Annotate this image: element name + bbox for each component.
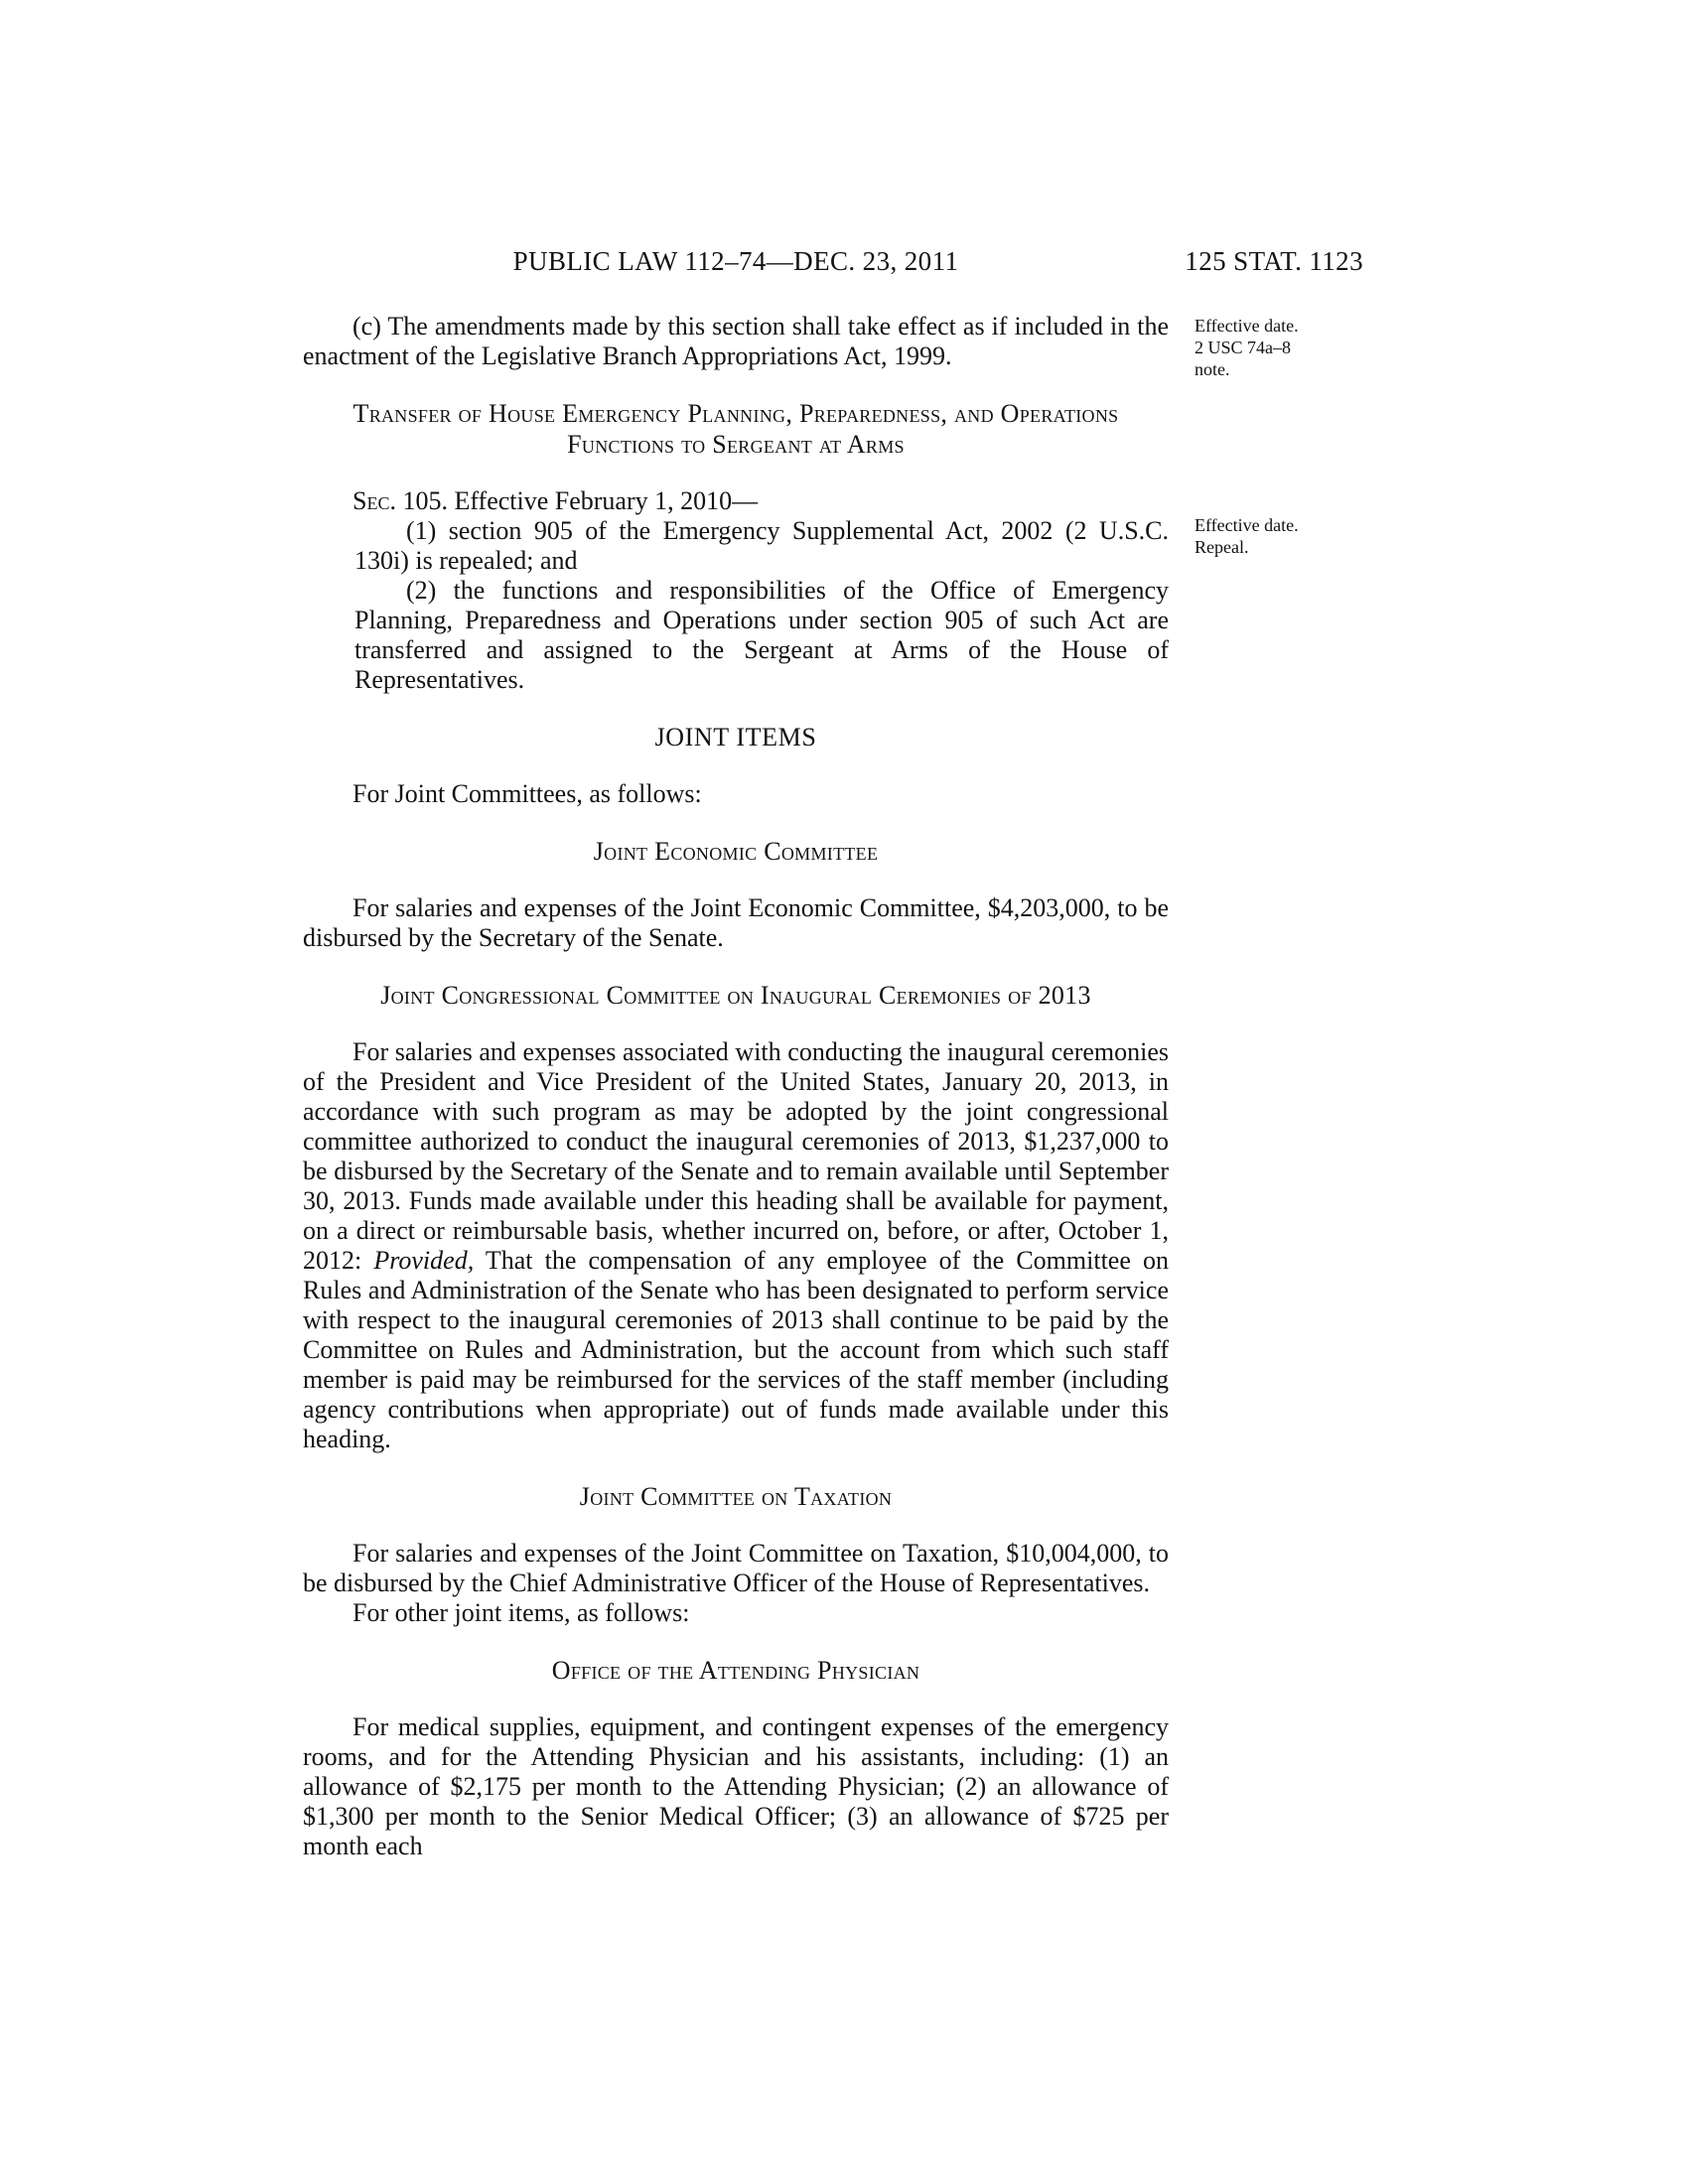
margin-note-line: Effective date. [1195, 316, 1299, 336]
heading-inaugural-committee: Joint Congressional Committee on Inaugural Ceremonies of 2013 [380, 981, 1091, 1010]
section-105-item-1: (1) section 905 of the Emergency Supplemental Act, 2002 (2 U.S.C. 130i) is repealed; and [354, 516, 1169, 575]
attending-physician-appropriation: For medical supplies, equipment, and contingent expenses of the emergency rooms, and for the Attending Physician and his assistants, including: (1) an allowance of $2,175 per month to the Attending Physician; (2) an allowance of $1,300 per month to the Senior Medical Officer; (3) an allowance of $725 per month each [303, 1712, 1169, 1860]
heading-joint-economic-committee: Joint Economic Committee [593, 837, 879, 866]
law-title: PUBLIC LAW 112–74—DEC. 23, 2011 [512, 246, 959, 276]
margin-note-repeal [1195, 514, 1299, 558]
inaugural-appropriation [303, 1037, 1169, 1454]
stat-page-number: 125 STAT. 1123 [1185, 246, 1363, 276]
heading-joint-items: JOINT ITEMS [654, 723, 817, 751]
inaugural-proviso: Provided, [373, 1246, 475, 1275]
margin-note-line: Repeal. [1195, 537, 1249, 557]
margin-note-line: 2 USC 74a–8 [1195, 338, 1292, 357]
page-header [303, 246, 1363, 280]
section-105-item-2: (2) the functions and responsibilities of the Office of Emergency Planning, Preparedness and Operations under section 905 of such Act are transferred and assigned to the Sergeant at Arms of the House of Representatives. [354, 576, 1169, 694]
section-105-intro-text: Effective February 1, 2010— [447, 486, 759, 515]
margin-note-line: note. [1195, 359, 1230, 379]
joint-economic-appropriation: For salaries and expenses of the Joint Economic Committee, $4,203,000, to be disbursed by the Secretary of the Senate. [303, 893, 1169, 952]
main-text-column [303, 312, 1169, 1861]
paragraph-c: (c) The amendments made by this section shall take effect as if included in the enactment of the Legislative Branch Appropriations Act, 1999. [303, 312, 1169, 370]
heading-office-attending-physician: Office of the Attending Physician [551, 1656, 920, 1685]
taxation-appropriation: For salaries and expenses of the Joint Committee on Taxation, $10,004,000, to be disbursed by the Chief Administrative Officer of the House of Representatives. [303, 1539, 1169, 1597]
inaugural-text-part1: For salaries and expenses associated with conducting the inaugural ceremonies of the President and Vice President of the United States, January 20, 2013, in accordance with such program as may be adopted by the joint congressional committee authorized to conduct the inaugural ceremonies of 2013, $1,237,000 to be disbursed by the Secretary of the Senate and to remain available until September 30, 2013. Funds made available under this heading shall be available for payment, on a direct or reimbursable basis, whether incurred on, before, or after, October 1, 2012: [303, 1037, 1169, 1275]
page-content [303, 312, 1385, 1861]
margin-note-effective-date [1195, 315, 1299, 380]
joint-committees-intro: For Joint Committees, as follows: [352, 779, 702, 808]
section-105-intro [303, 486, 1169, 516]
margin-note-line: Effective date. [1195, 515, 1299, 535]
section-105-label: Sec. 105. [352, 486, 448, 515]
heading-transfer-of-functions: Transfer of House Emergency Planning, Preparedness, and Operations Functions to Sergeant at Arms [352, 399, 1119, 459]
inaugural-text-part2: That the compensation of any employee of the Committee on Rules and Administration of the Senate who has been designated to perform service with respect to the inaugural ceremonies of 2013 shall continue to be paid by the Committee on Rules and Administration, but the account from which such staff member is paid may be reimbursed for the services of the staff member (including agency contributions when appropriate) out of funds made available under this heading. [303, 1246, 1170, 1453]
other-joint-items-intro: For other joint items, as follows: [352, 1598, 690, 1627]
heading-joint-committee-taxation: Joint Committee on Taxation [579, 1482, 893, 1511]
